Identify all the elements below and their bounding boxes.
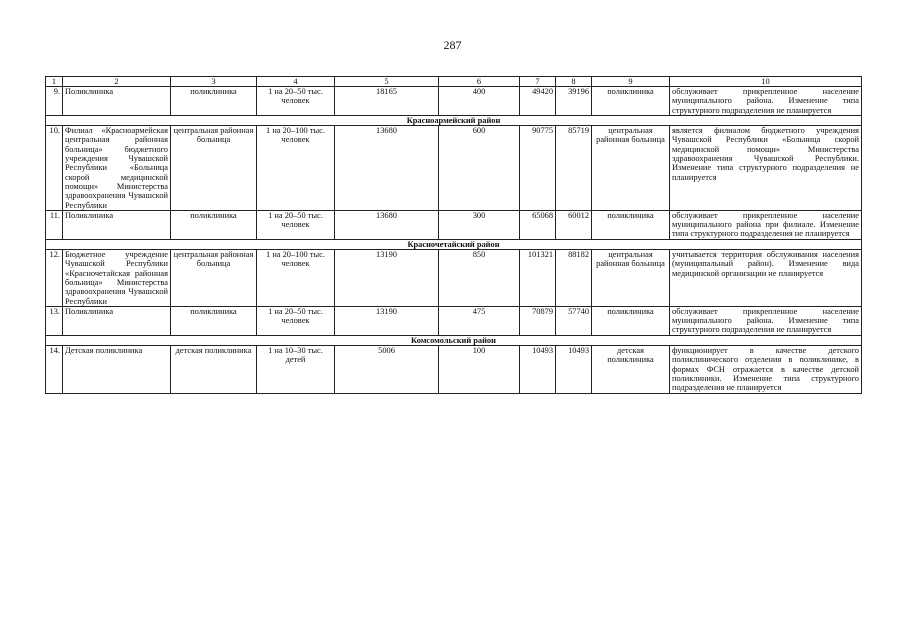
section-title: Красноармейский район bbox=[46, 115, 862, 125]
facility-type: поликлиника bbox=[171, 210, 257, 239]
value-col6: 400 bbox=[439, 87, 520, 116]
value-col7: 49420 bbox=[520, 87, 556, 116]
column-header: 1 bbox=[46, 77, 63, 87]
capacity-norm: 1 на 20–50 тыс. человек bbox=[257, 210, 335, 239]
value-col6: 475 bbox=[439, 306, 520, 335]
section-title: Комсомольский район bbox=[46, 335, 862, 345]
value-col8: 60012 bbox=[556, 210, 592, 239]
facility-type: поликлиника bbox=[171, 87, 257, 116]
table-row bbox=[46, 87, 862, 116]
value-col8: 85719 bbox=[556, 126, 592, 211]
value-col8: 57740 bbox=[556, 306, 592, 335]
value-col7: 70879 bbox=[520, 306, 556, 335]
column-header: 2 bbox=[63, 77, 171, 87]
row-number: 9. bbox=[46, 87, 63, 116]
column-header: 4 bbox=[257, 77, 335, 87]
facility-type-planned: детская поликлиника bbox=[592, 346, 670, 393]
value-col8: 39196 bbox=[556, 87, 592, 116]
capacity-norm: 1 на 20–50 тыс. человек bbox=[257, 87, 335, 116]
value-col5: 13190 bbox=[335, 306, 439, 335]
capacity-norm: 1 на 20–50 тыс. человек bbox=[257, 306, 335, 335]
value-col7: 90775 bbox=[520, 126, 556, 211]
row-number: 11. bbox=[46, 210, 63, 239]
row-number: 12. bbox=[46, 250, 63, 307]
value-col7: 101321 bbox=[520, 250, 556, 307]
note: обслуживает прикрепленное население муниципального района при филиале. Изменение типа структурного подразделения не планируется bbox=[670, 210, 862, 239]
row-number: 14. bbox=[46, 346, 63, 393]
table-header-row bbox=[46, 77, 862, 87]
table-row bbox=[46, 250, 862, 307]
facility-type-planned: центральная районная больница bbox=[592, 250, 670, 307]
column-header: 10 bbox=[670, 77, 862, 87]
facility-type: центральная районная больница bbox=[171, 250, 257, 307]
column-header: 8 bbox=[556, 77, 592, 87]
facility-type: центральная районная больница bbox=[171, 126, 257, 211]
section-title: Красночетайский район bbox=[46, 239, 862, 249]
row-number: 13. bbox=[46, 306, 63, 335]
note: является филиалом бюджетного учреждения Чувашской Республики «Больница скорой медицинской помощи» Министерства здравоохранения Чувашской Республики. Изменение типа структурного подразделения не планируется bbox=[670, 126, 862, 211]
column-header: 5 bbox=[335, 77, 439, 87]
facility-name: Поликлиника bbox=[63, 306, 171, 335]
value-col6: 300 bbox=[439, 210, 520, 239]
document-table bbox=[45, 76, 862, 394]
facility-type: поликлиника bbox=[171, 306, 257, 335]
table-row bbox=[46, 210, 862, 239]
facility-name: Филиал «Красноармейская центральная районная больница» бюджетного учреждения Чувашской Республики «Больница скорой медицинской помощи» Министерства здравоохранения Чувашской Республики bbox=[63, 126, 171, 211]
facility-type-planned: поликлиника bbox=[592, 87, 670, 116]
value-col8: 88182 bbox=[556, 250, 592, 307]
note: обслуживает прикрепленное население муниципального района. Изменение типа структурного подразделения не планируется bbox=[670, 87, 862, 116]
facility-name: Детская поликлиника bbox=[63, 346, 171, 393]
note: обслуживает прикрепленное население муниципального района. Изменение типа структурного подразделения не планируется bbox=[670, 306, 862, 335]
facility-type: детская поликлиника bbox=[171, 346, 257, 393]
value-col5: 13680 bbox=[335, 126, 439, 211]
section-row bbox=[46, 115, 862, 125]
facility-type-planned: центральная районная больница bbox=[592, 126, 670, 211]
capacity-norm: 1 на 10–30 тыс. детей bbox=[257, 346, 335, 393]
value-col6: 100 bbox=[439, 346, 520, 393]
value-col5: 13190 bbox=[335, 250, 439, 307]
table-row bbox=[46, 346, 862, 393]
value-col8: 10493 bbox=[556, 346, 592, 393]
facility-name: Поликлиника bbox=[63, 87, 171, 116]
note: функционирует в качестве детского поликлинического отделения в поликлинике, в формах ФСН отражается в качестве детской поликлиники. Изменение типа структурного подразделения не планируется bbox=[670, 346, 862, 393]
facility-name: Поликлиника bbox=[63, 210, 171, 239]
capacity-norm: 1 на 20–100 тыс. человек bbox=[257, 250, 335, 307]
value-col5: 13680 bbox=[335, 210, 439, 239]
section-row bbox=[46, 239, 862, 249]
capacity-norm: 1 на 20–100 тыс. человек bbox=[257, 126, 335, 211]
value-col7: 10493 bbox=[520, 346, 556, 393]
column-header: 7 bbox=[520, 77, 556, 87]
facility-name: Бюджетное учреждение Чувашской Республики «Красночетайская районная больница» Министерства здравоохранения Чувашской Республики bbox=[63, 250, 171, 307]
note: учитывается территория обслуживания населения (муниципальный район). Изменение вида медицинской организации не планируется bbox=[670, 250, 862, 307]
section-row bbox=[46, 335, 862, 345]
column-header: 3 bbox=[171, 77, 257, 87]
value-col6: 600 bbox=[439, 126, 520, 211]
table-row bbox=[46, 126, 862, 211]
column-header: 6 bbox=[439, 77, 520, 87]
column-header: 9 bbox=[592, 77, 670, 87]
value-col7: 65068 bbox=[520, 210, 556, 239]
value-col5: 18165 bbox=[335, 87, 439, 116]
page-number: 287 bbox=[443, 38, 462, 52]
row-number: 10. bbox=[46, 126, 63, 211]
value-col5: 5006 bbox=[335, 346, 439, 393]
value-col6: 850 bbox=[439, 250, 520, 307]
facility-type-planned: поликлиника bbox=[592, 210, 670, 239]
facility-type-planned: поликлиника bbox=[592, 306, 670, 335]
table-row bbox=[46, 306, 862, 335]
